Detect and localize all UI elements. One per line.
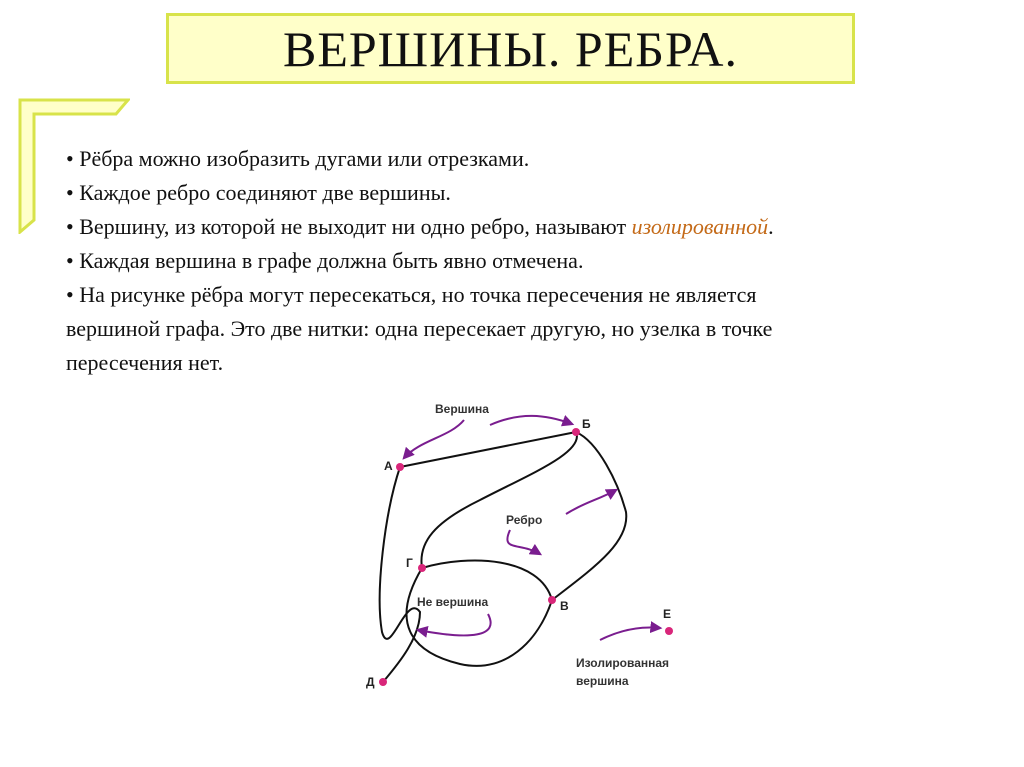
arrow-not-vertex xyxy=(418,614,491,635)
vertex-label-e: Е xyxy=(663,607,672,621)
slide-title: ВЕРШИНЫ. РЕБРА. xyxy=(282,20,739,77)
vertex-label-v: В xyxy=(560,599,569,613)
label-not-vertex: Не вершина xyxy=(417,595,489,609)
graph-diagram xyxy=(360,392,724,704)
title-box xyxy=(166,13,855,84)
bullet-item: • Каждая вершина в графе должна быть явно отмечена. xyxy=(66,248,584,273)
vertex-b xyxy=(572,428,580,436)
edge-g-v-lower xyxy=(407,568,552,666)
arrow-vertex-b xyxy=(490,416,572,425)
highlight-term: изолированной xyxy=(631,214,769,239)
bullet-list xyxy=(66,142,1006,380)
edge-a-b xyxy=(400,432,576,467)
label-isolated-line2: вершина xyxy=(576,674,629,688)
bullet-item xyxy=(66,210,1006,244)
vertex-label-a: А xyxy=(384,459,393,473)
bullet-item-continuation: пересечения нет. xyxy=(66,350,224,375)
bullet-item: • Рёбра можно изобразить дугами или отрезками. xyxy=(66,146,530,171)
bullet-text: • Вершину, из которой не выходит ни одно ребро, называют xyxy=(66,214,632,239)
bullet-item: • Каждое ребро соединяют две вершины. xyxy=(66,180,451,205)
bullet-text: . xyxy=(768,214,774,239)
bullet-item: • На рисунке рёбра могут пересекаться, но точка пересечения не является xyxy=(66,282,757,307)
label-edge: Ребро xyxy=(506,513,543,527)
edge-b-v xyxy=(552,432,626,600)
vertex-label-g: Г xyxy=(406,556,413,570)
arrow-edge-up xyxy=(566,490,616,514)
vertex-d xyxy=(379,678,387,686)
edge-a-d xyxy=(380,467,420,682)
arrow-isolated xyxy=(600,628,660,641)
vertex-a xyxy=(396,463,404,471)
vertex-e xyxy=(665,627,673,635)
edge-b-g xyxy=(421,432,577,568)
graph-figure xyxy=(360,392,724,704)
bullet-item-continuation: вершиной графа. Это две нитки: одна пересекает другую, но узелка в точке xyxy=(66,316,773,341)
arrow-edge-down xyxy=(507,530,540,554)
label-vertex: Вершина xyxy=(435,402,489,416)
vertex-label-b: Б xyxy=(582,417,591,431)
label-isolated-line1: Изолированная xyxy=(576,656,670,670)
vertex-v xyxy=(548,596,556,604)
arrow-vertex-a xyxy=(404,420,464,458)
vertex-label-d: Д xyxy=(366,675,375,689)
vertex-g xyxy=(418,564,426,572)
